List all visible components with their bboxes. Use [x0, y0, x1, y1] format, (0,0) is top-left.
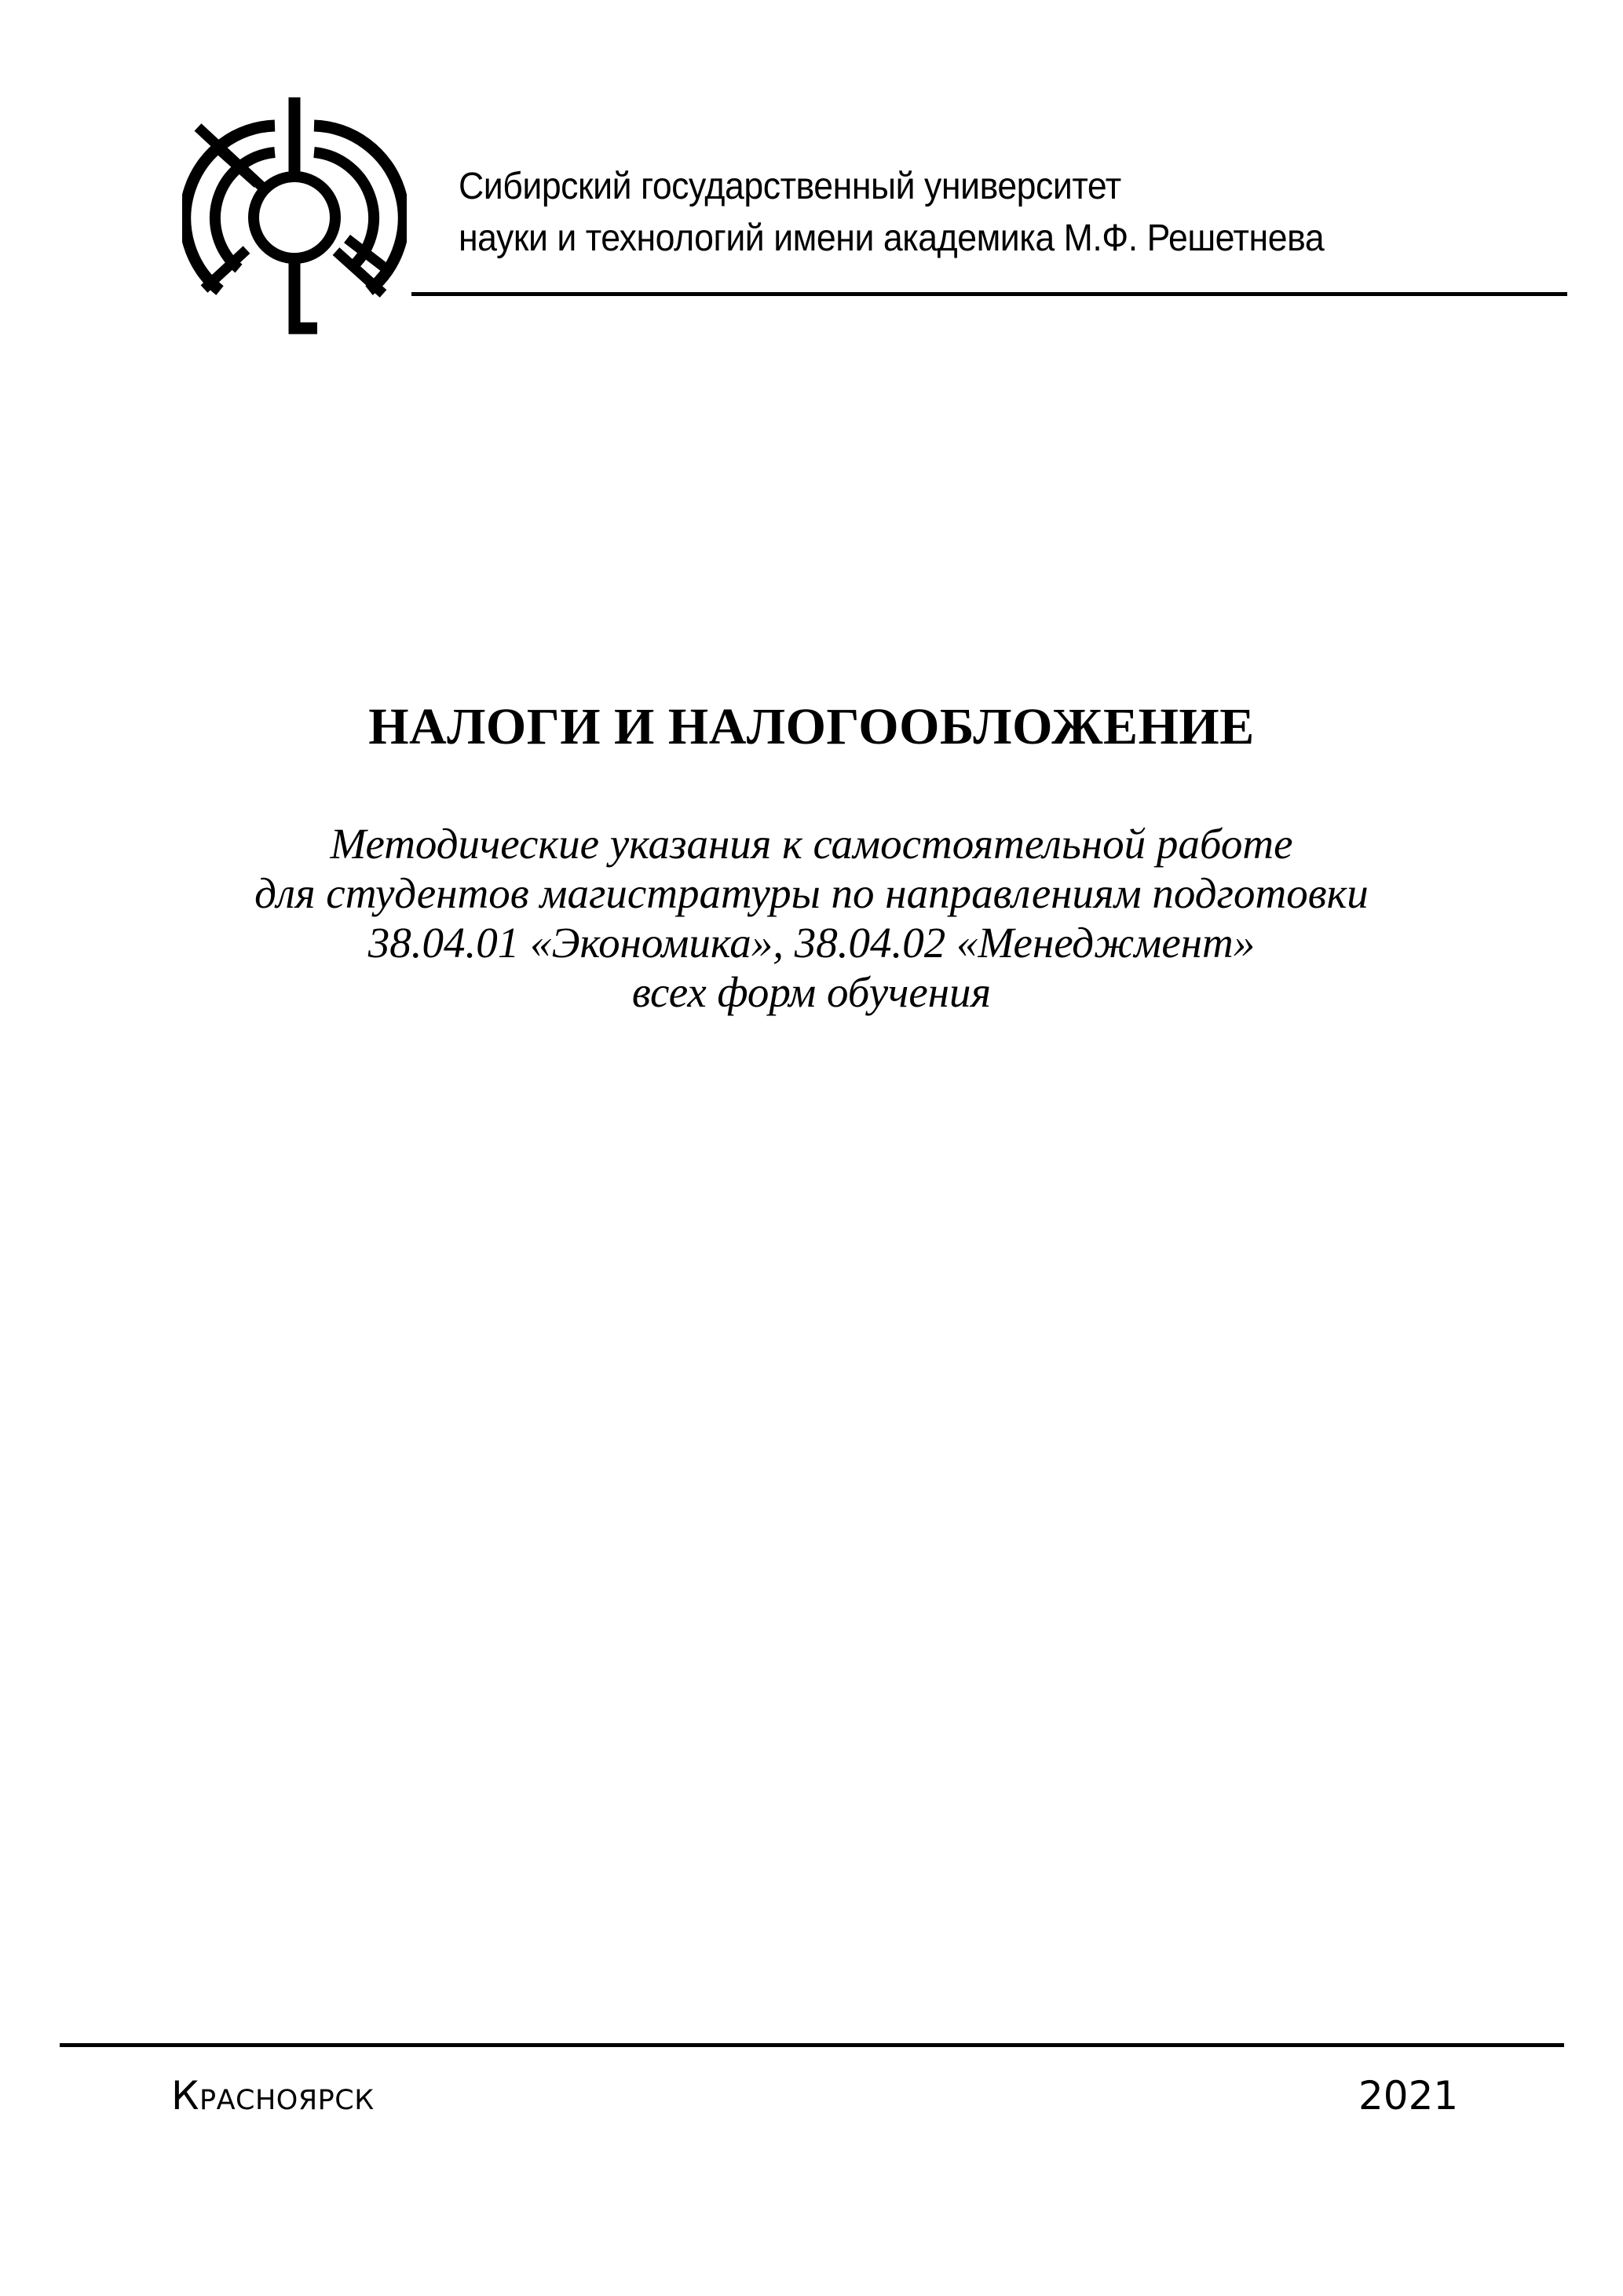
subtitle-line-2: для студентов магистратуры по направлениям подготовки: [254, 869, 1369, 917]
university-name: [459, 161, 1324, 265]
subtitle-line-1: Методические указания к самостоятельной работе: [330, 820, 1293, 868]
footer-divider: [60, 2043, 1564, 2047]
university-name-line-1: Сибирский государственный университет: [459, 166, 1121, 207]
publication-year: 2021: [1358, 2073, 1459, 2119]
university-emblem-icon: [182, 96, 407, 339]
document-title: НАЛОГИ И НАЛОГООБЛОЖЕНИЕ: [368, 698, 1255, 755]
publication-city: Красноярск: [171, 2073, 375, 2119]
document-subtitle: [0, 819, 1623, 1017]
subtitle-line-4: всех форм обучения: [631, 968, 992, 1016]
header-divider: [411, 292, 1567, 296]
subtitle-line-3: 38.04.01 «Экономика», 38.04.02 «Менеджмент»: [367, 919, 1256, 967]
university-name-line-2: науки и технологий имени академика М.Ф. Решетнева: [459, 218, 1325, 259]
